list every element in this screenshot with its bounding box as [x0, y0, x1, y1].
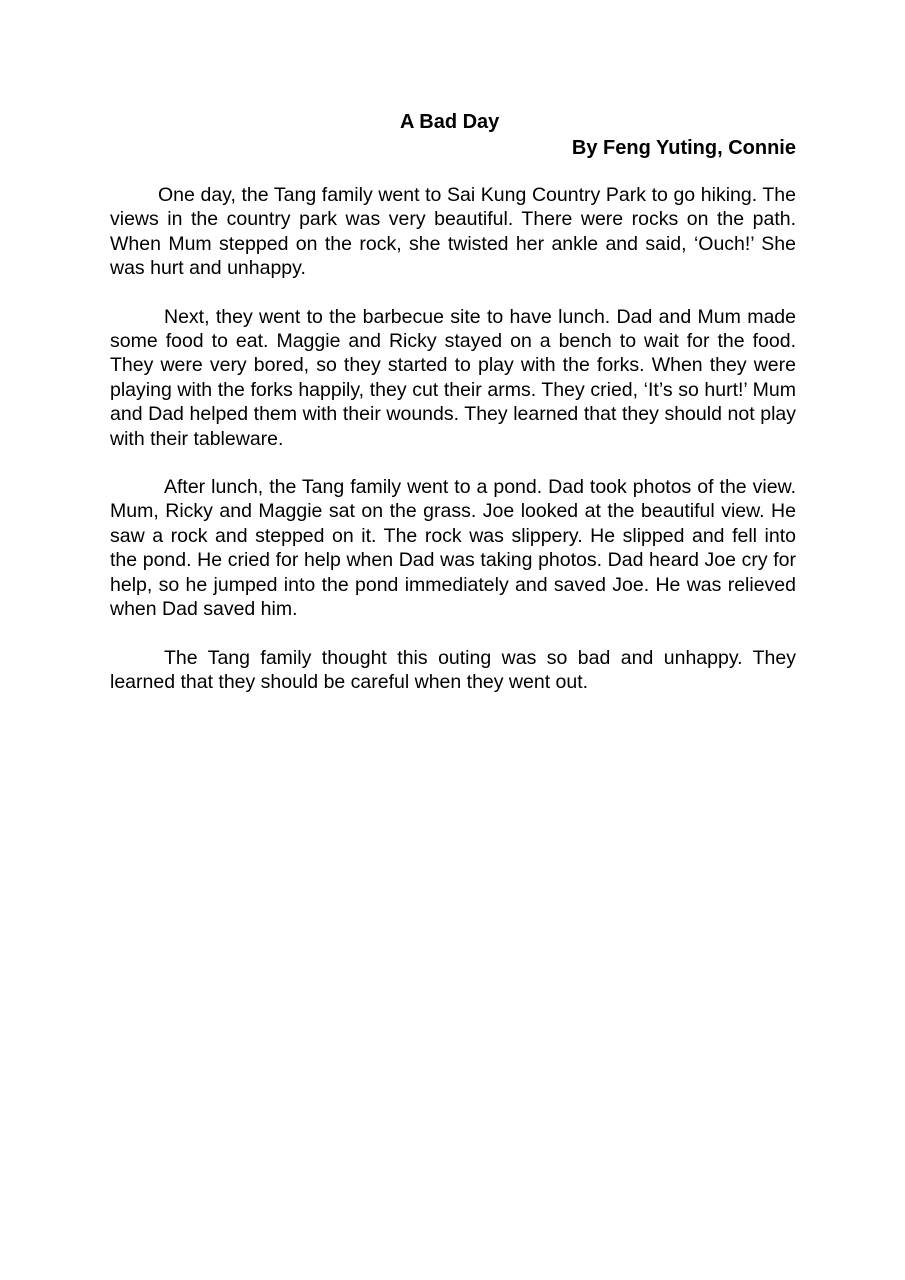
paragraph-2: Next, they went to the barbecue site to have lunch. Dad and Mum made some food to eat. Maggie and Ricky stayed on a bench to wait for the food. They were very bored, so they started to play with the forks. When they were playing with the forks happily, they cut their arms. They cried, ‘It’s so hurt!’ Mum and Dad helped them with their wounds. They learned that they should not play with their tableware. [110, 305, 796, 450]
paragraph-4: The Tang family thought this outing was so bad and unhappy. They learned that they should be careful when they went out. [110, 646, 796, 693]
story-author: By Feng Yuting, Connie [571, 137, 796, 159]
paragraph-1: One day, the Tang family went to Sai Kung Country Park to go hiking. The views in the country park was very beautiful. There were rocks on the path. When Mum stepped on the rock, she twisted her ankle and said, ‘Ouch!’ She was hurt and unhappy. [110, 184, 796, 280]
story-body [110, 108, 796, 718]
story-title: A Bad Day [400, 111, 500, 133]
paragraph-3: After lunch, the Tang family went to a pond. Dad took photos of the view. Mum, Ricky and Maggie sat on the grass. Joe looked at the beautiful view. He saw a rock and stepped on it. The rock was slippery. He slipped and fell into the pond. He cried for help when Dad was taking photos. Dad heard Joe cry for help, so he jumped into the pond immediately and saved Joe. He was relieved when Dad saved him. [110, 476, 796, 621]
